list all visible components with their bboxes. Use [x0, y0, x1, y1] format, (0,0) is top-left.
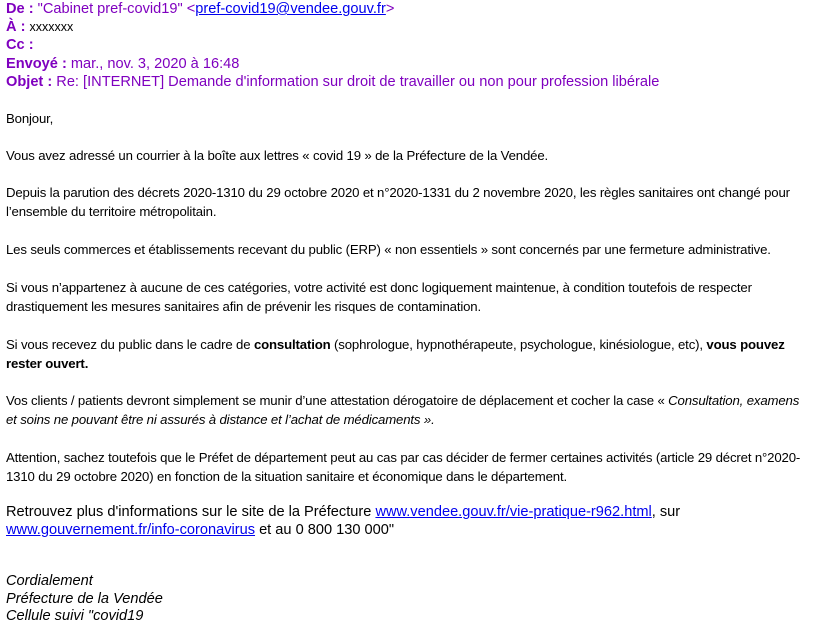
greeting: Bonjour,	[6, 111, 54, 126]
sent-row	[6, 55, 659, 73]
from-email-link[interactable]: pref-covid19@vendee.gouv.fr	[195, 1, 386, 17]
signature-line-2: Préfecture de la Vendée	[6, 590, 163, 607]
signature-line-1: Cordialement	[6, 573, 93, 589]
p5-bold-consultation: consultation	[253, 337, 331, 352]
from-close: >	[385, 1, 395, 17]
from-label: De :	[6, 1, 34, 17]
cc-row	[6, 36, 659, 54]
paragraph-6	[6, 392, 806, 429]
subject-label: Objet :	[6, 73, 53, 90]
paragraph-4: Si vous n’appartenez à aucune de ces catégories, votre activité est donc logiquement maintenue, à condition toutefois de respecter drastiquement les mesures sanitaires afin de prévenir les risques de contamination.	[6, 280, 752, 314]
p6-text-a: Vos clients / patients devront simplement se munir d’une attestation dérogatoire de déplacement et cocher la case «	[6, 393, 669, 408]
sent-label: Envoyé :	[6, 55, 67, 72]
info-block	[6, 504, 680, 539]
info-line-1	[6, 504, 680, 522]
p5-text-a: Si vous recevez du public dans le cadre de	[6, 337, 254, 352]
signature-line-3: Cellule suivi "covid19	[6, 608, 144, 624]
paragraph-7: Attention, sachez toutefois que le Préfet de département peut au cas par cas décider de fermer certaines activités (article 29 décret n°2020-1310 du 29 octobre 2020) en fonction de la situation sanitaire et économique dans le département.	[6, 450, 801, 484]
cc-label: Cc :	[6, 37, 34, 54]
to-value: xxxxxxx	[29, 20, 74, 35]
paragraph-2: Depuis la parution des décrets 2020-1310 du 29 octobre 2020 et n°2020-1331 du 2 novembre 2020, les règles sanitaires ont changé pour l’ensemble du territoire métropolitain.	[6, 185, 790, 219]
paragraph-1: Vous avez adressé un courrier à la boîte aux lettres « covid 19 » de la Préfecture de la Vendée.	[6, 148, 549, 163]
p5-text-e: .	[84, 355, 89, 371]
info-text-a: Retrouvez plus d'informations sur le site de la Préfecture	[6, 504, 376, 520]
subject-value: Re: [INTERNET] Demande d'information sur droit de travailler ou non pour profession libérale	[56, 73, 660, 90]
paragraph-5	[6, 336, 806, 373]
p6-italic-case: Consultation, examens et soins ne pouvant être ni assurés à distance et l’achat de médicaments	[6, 393, 800, 427]
email-header	[6, 0, 659, 91]
p5-text-c: (sophrologue, hypnothérapeute, psychologue, kinésiologue, etc),	[330, 337, 707, 352]
sent-value: mar., nov. 3, 2020 à 16:48	[70, 55, 240, 72]
p6-text-c: ».	[420, 411, 435, 427]
to-label: À :	[6, 19, 26, 36]
signature	[6, 573, 163, 626]
info-line-2	[6, 522, 680, 540]
info-text-c: et au 0 800 130 000"	[255, 521, 395, 538]
subject-row	[6, 73, 659, 91]
p5-bold-open: vous pouvez rester ouvert	[6, 337, 785, 371]
from-name: "Cabinet pref-covid19" <	[37, 1, 196, 17]
prefecture-link[interactable]: www.vendee.gouv.fr/vie-pratique-r962.html	[375, 504, 652, 520]
from-row	[6, 0, 659, 18]
to-row	[6, 18, 659, 36]
info-text-b: , sur	[651, 504, 681, 520]
paragraph-3: Les seuls commerces et établissements recevant du public (ERP) « non essentiels » sont concernés par une fermeture administrative.	[6, 242, 771, 257]
gouvernement-link[interactable]: www.gouvernement.fr/info-coronavirus	[6, 521, 256, 538]
